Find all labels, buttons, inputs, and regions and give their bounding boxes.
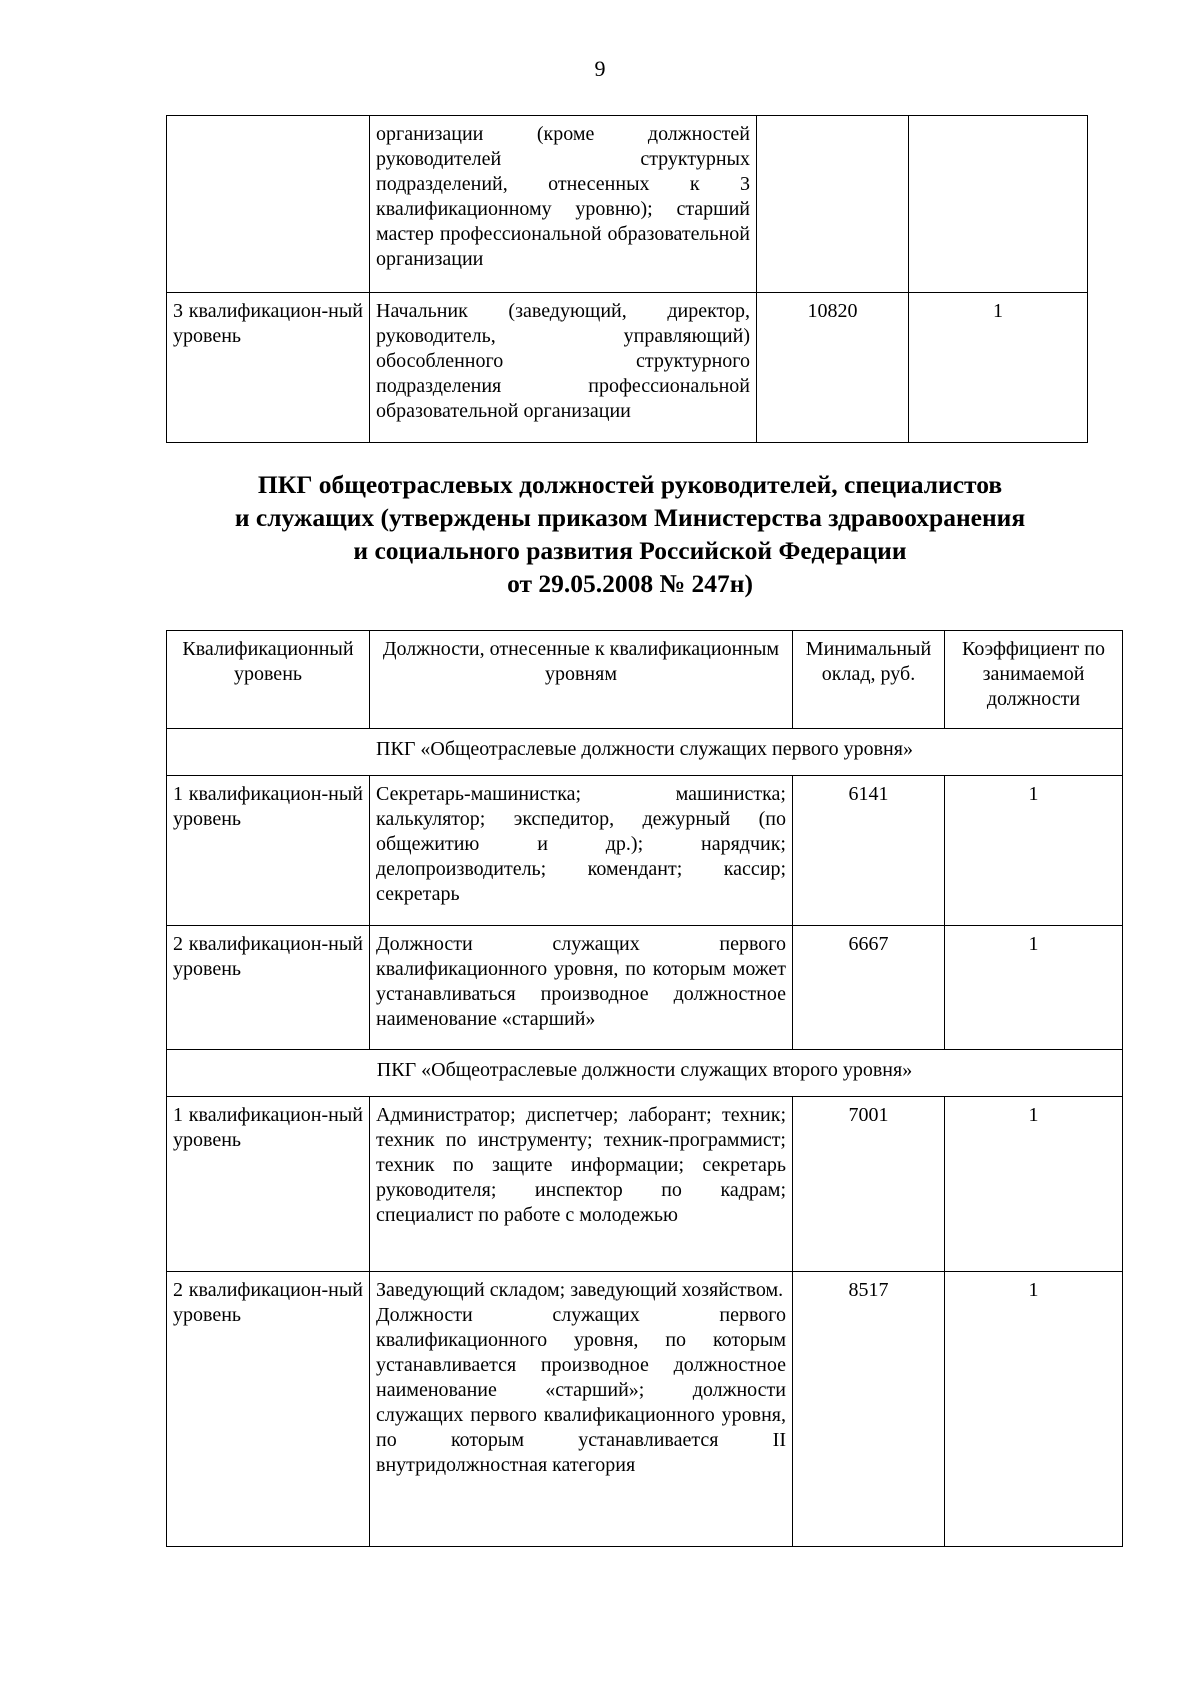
level-cell xyxy=(167,116,370,293)
header-coefficient: Коэффициент по занимаемой должности xyxy=(945,631,1123,729)
salary-cell: 6667 xyxy=(793,926,945,1050)
table-row xyxy=(167,776,1123,926)
salary-cell: 10820 xyxy=(757,293,909,443)
group-title: ПКГ «Общеотраслевые должности служащих второго уровня» xyxy=(167,1050,1123,1097)
positions-cell: Секретарь-машинистка; машинистка; калькулятор; экспедитор, дежурный (по общежитию и др.); нарядчик; делопроизводитель; комендант; кассир; секретарь xyxy=(370,776,793,926)
table-header-row xyxy=(167,631,1123,729)
positions-cell xyxy=(370,1272,793,1547)
coefficient-cell: 1 xyxy=(945,776,1123,926)
positions-cell: организации (кроме должностей руководителей структурных подразделений, отнесенных к 3 квалификационному уровню); старший мастер профессиональной образовательной организации xyxy=(370,116,757,293)
group-row xyxy=(167,729,1123,776)
level-cell: 1 квалификацион-ный уровень xyxy=(167,776,370,926)
positions-cell: Должности служащих первого квалификационного уровня, по которым может устанавливаться производное должностное наименование «старший» xyxy=(370,926,793,1050)
positions-cell: Администратор; диспетчер; лаборант; техник; техник по инструменту; техник-программист; техник по защите информации; секретарь руководителя; инспектор по кадрам; специалист по работе с молодежью xyxy=(370,1097,793,1272)
table-positions xyxy=(166,630,1123,1547)
positions-cell: Начальник (заведующий, директор, руководитель, управляющий) обособленного структурного подразделения профессиональной образовательной организации xyxy=(370,293,757,443)
title-line: от 29.05.2008 № 247н) xyxy=(507,569,753,598)
coefficient-cell: 1 xyxy=(909,293,1088,443)
table-continuation xyxy=(166,115,1088,443)
header-salary: Минимальный оклад, руб. xyxy=(793,631,945,729)
coefficient-cell: 1 xyxy=(945,1097,1123,1272)
table-row xyxy=(167,1272,1123,1547)
coefficient-cell: 1 xyxy=(945,926,1123,1050)
salary-cell xyxy=(757,116,909,293)
salary-cell: 7001 xyxy=(793,1097,945,1272)
salary-cell: 8517 xyxy=(793,1272,945,1547)
level-cell: 1 квалификацион-ный уровень xyxy=(167,1097,370,1272)
level-cell: 2 квалификацион-ный уровень xyxy=(167,1272,370,1547)
positions-text: Заведующий складом; заведующий хозяйством. xyxy=(376,1279,784,1301)
title-line: ПКГ общеотраслевых должностей руководителей, специалистов xyxy=(257,470,1003,499)
table-row xyxy=(167,926,1123,1050)
salary-cell: 6141 xyxy=(793,776,945,926)
coefficient-cell: 1 xyxy=(945,1272,1123,1547)
level-cell: 3 квалификацион-ный уровень xyxy=(167,293,370,443)
table-row xyxy=(167,1097,1123,1272)
level-cell: 2 квалификацион-ный уровень xyxy=(167,926,370,1050)
positions-text: Должности служащих первого квалификационного уровня, по которым устанавливается производное должностное наименование «старший»; должности служащих первого квалификационного уровня, по которым устанавливается II внутридолжностная категория xyxy=(376,1304,786,1476)
header-positions: Должности, отнесенные к квалификационным уровням xyxy=(370,631,793,729)
title-line: и социального развития Российской Федерации xyxy=(353,536,907,565)
title-line: и служащих (утверждены приказом Министерства здравоохранения xyxy=(234,503,1026,532)
coefficient-cell xyxy=(909,116,1088,293)
group-title: ПКГ «Общеотраслевые должности служащих первого уровня» xyxy=(167,729,1123,776)
group-row xyxy=(167,1050,1123,1097)
page-number: 9 xyxy=(594,56,606,81)
table-row xyxy=(167,293,1088,443)
table-row xyxy=(167,116,1088,293)
section-title xyxy=(0,468,1200,600)
header-level: Квалификационный уровень xyxy=(167,631,370,729)
